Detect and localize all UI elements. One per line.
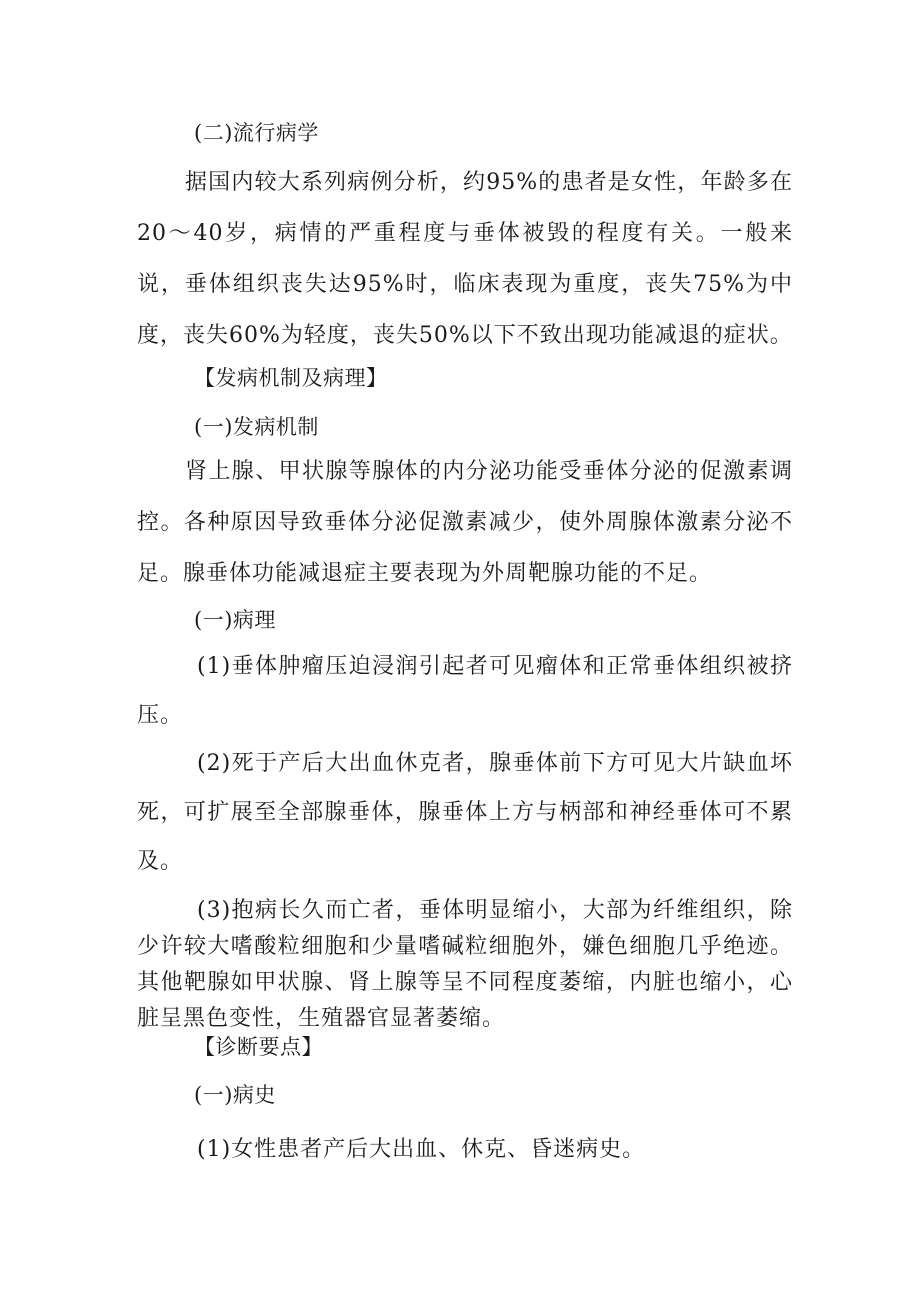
epidemiology-heading: (二)流行病学 (194, 121, 319, 145)
mechanism-heading: (一)发病机制 (194, 415, 319, 439)
pathogenesis-section-title: 【发病机制及病理】 (194, 366, 388, 390)
epidemiology-paragraph: 据国内较大系列病例分析，约95%的患者是女性，年龄多在20～40岁，病情的严重程度与垂体被毁的程度有关。一般来说，垂体组织丧失达95%时，临床表现为重度，丧失75%为中度，丧失60%为轻度，丧失50%以下不致出现功能减退的症状。 (137, 170, 793, 348)
diagnosis-section-title: 【诊断要点】 (194, 1035, 323, 1059)
pathology-item: (3)抱病长久而亡者，垂体明显缩小，大部为纤维组织，除少许较大嗜酸粒细胞和少量嗜碱粒细胞外，嫌色细胞几乎绝迹。其他靶腺如甲状腺、肾上腺等呈不同程度萎缩，内脏也缩小，心脏呈黑色变性，生殖器官显著萎缩。 (137, 898, 793, 1031)
history-item: (1)女性患者产后大出血、休克、昏迷病史。 (197, 1137, 646, 1162)
pathology-item: (2)死于产后大出血休克者，腺垂体前下方可见大片缺血坏死，可扩展至全部腺垂体，腺垂体上方与柄部和神经垂体可不累及。 (137, 751, 793, 874)
mechanism-paragraph: 肾上腺、甲状腺等腺体的内分泌功能受垂体分泌的促激素调控。各种原因导致垂体分泌促激素减少，使外周腺体激素分泌不足。腺垂体功能减退症主要表现为外周靶腺功能的不足。 (137, 459, 793, 586)
pathology-item: (1)垂体肿瘤压迫浸润引起者可见瘤体和正常垂体组织被挤压。 (137, 654, 793, 728)
pathology-heading: (一)病理 (194, 608, 276, 632)
history-heading: (一)病史 (194, 1083, 276, 1107)
